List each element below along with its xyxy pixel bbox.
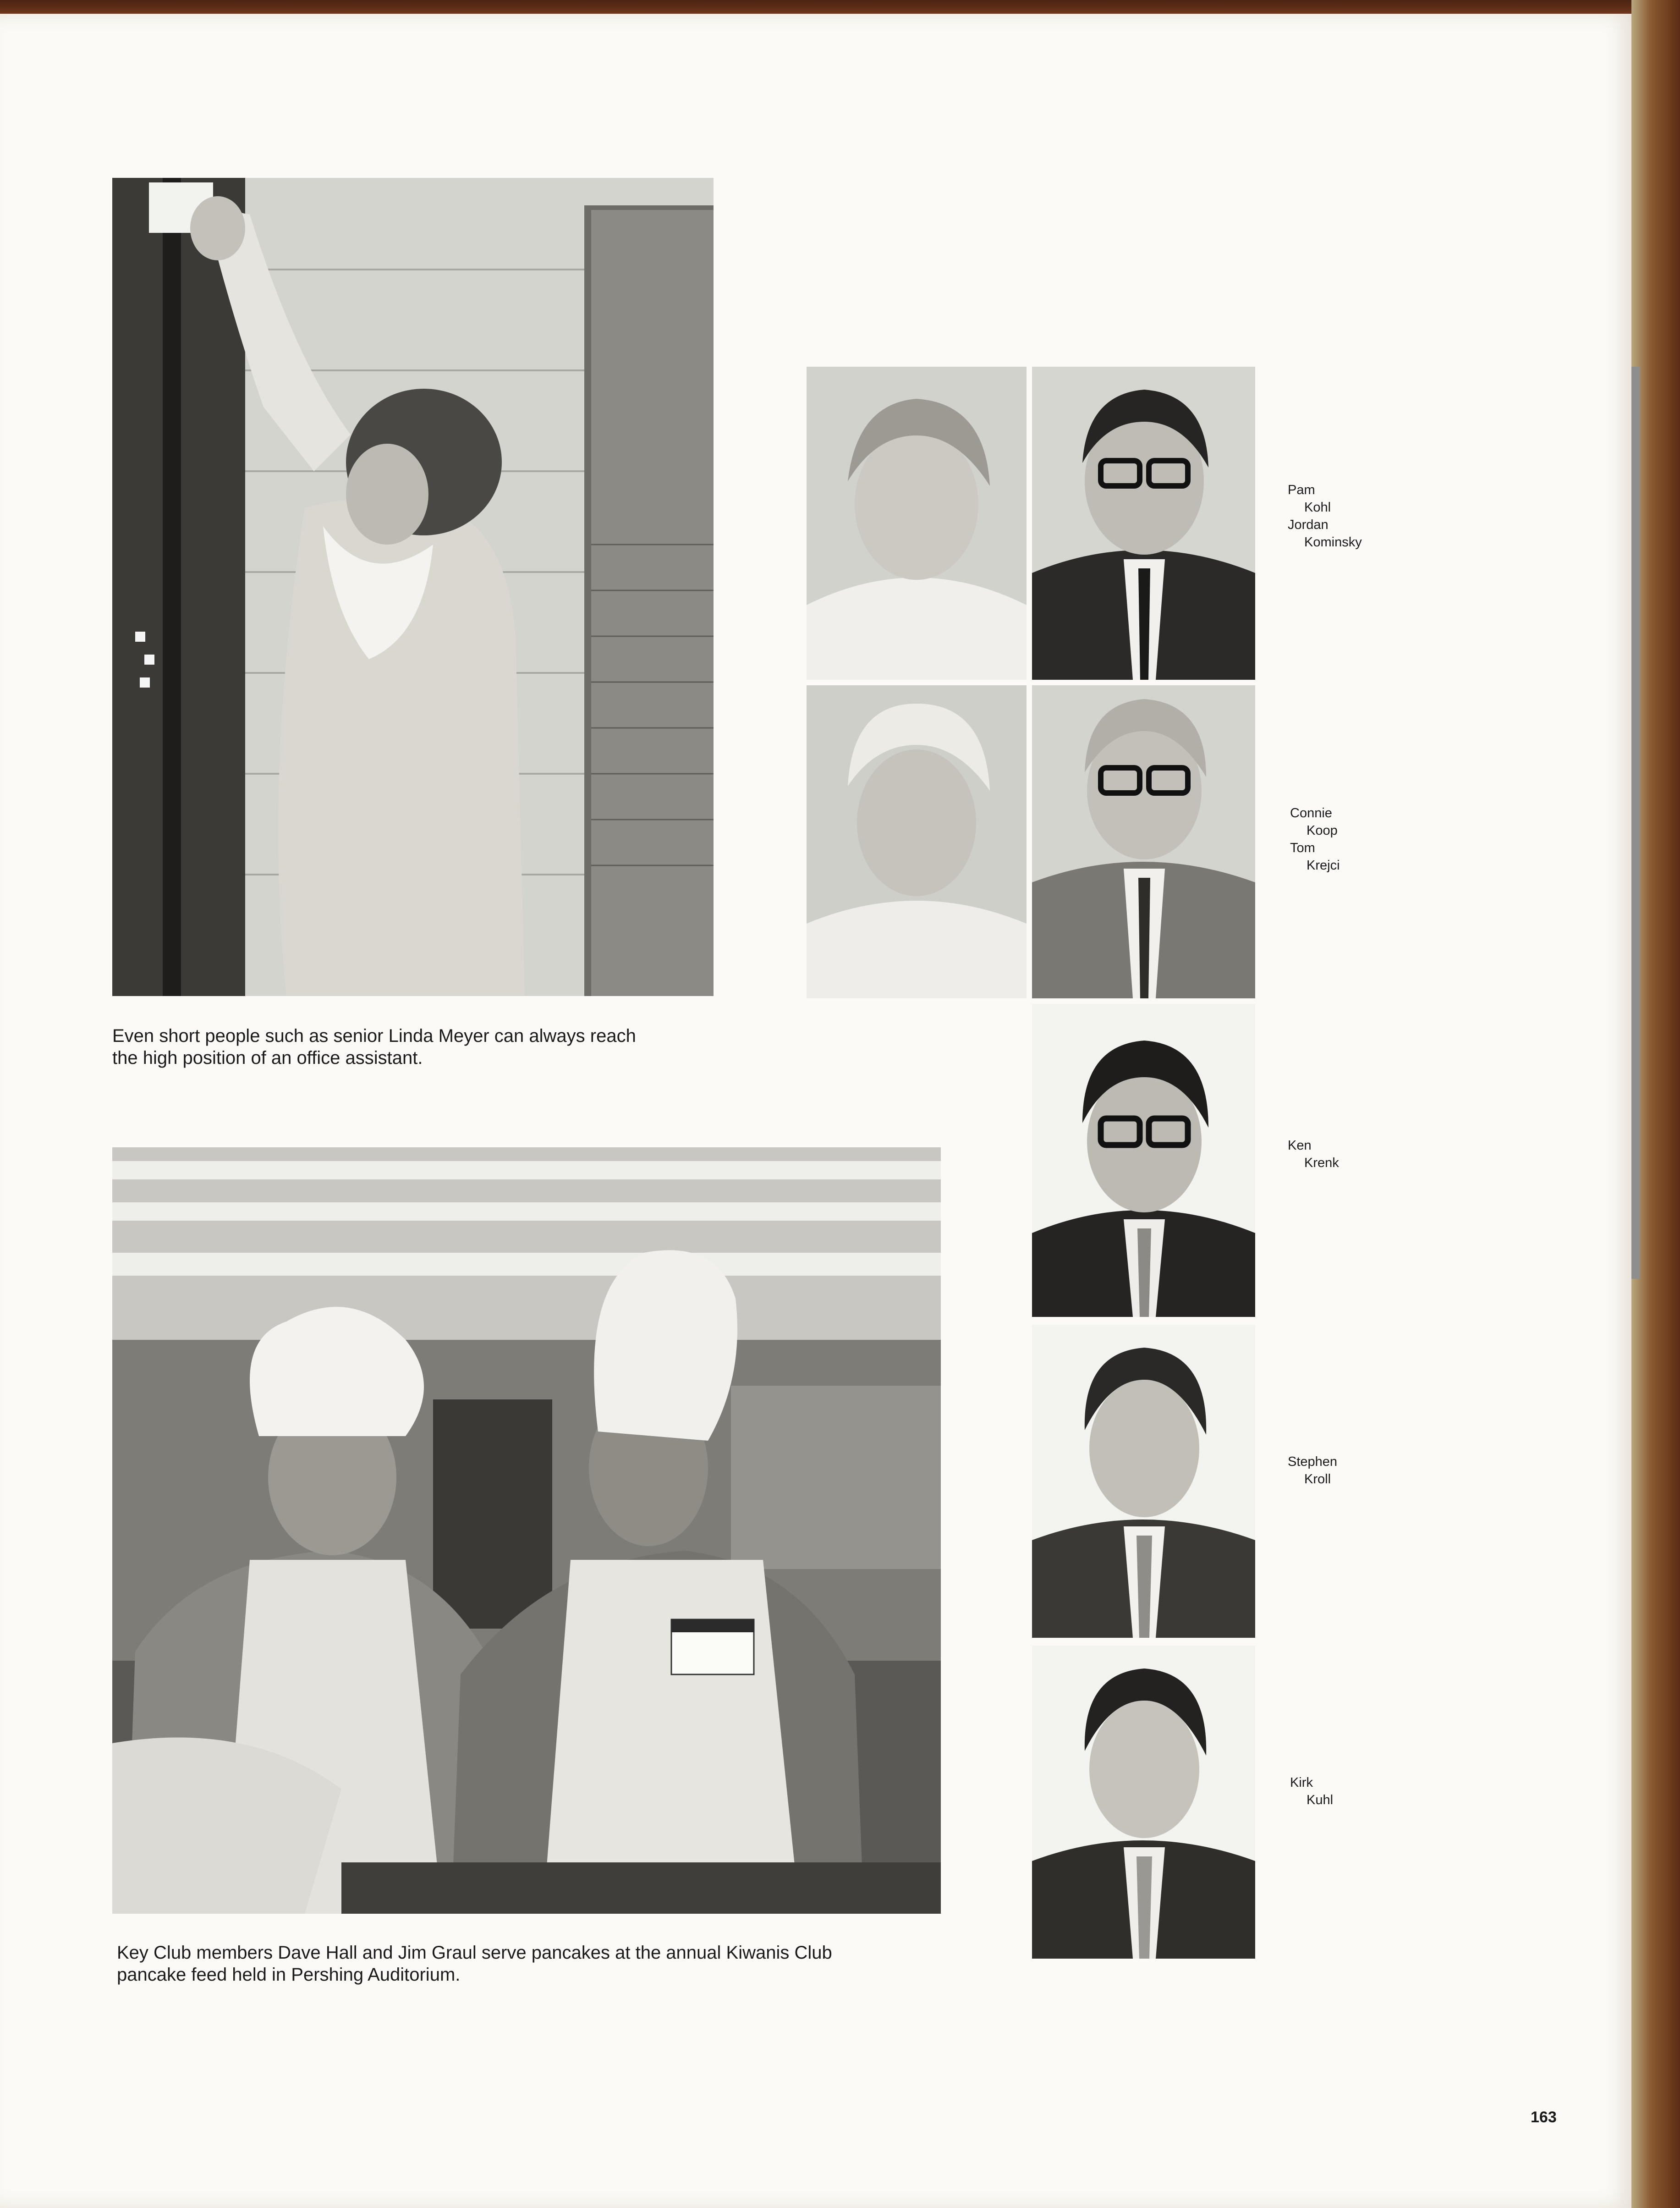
office-assistant-caption: Even short people such as senior Linda Meyer can always reach the high position of an office assistant.	[112, 1026, 636, 1068]
office-assistant-photo	[112, 178, 714, 996]
name-label-stephen	[1288, 1453, 1407, 1488]
page-number: 163	[1531, 2109, 1557, 2126]
first-name: Ken	[1288, 1138, 1312, 1153]
name-label-ken	[1288, 1137, 1407, 1172]
last-name: Koop	[1307, 823, 1338, 838]
name-label-connie-tom	[1290, 804, 1409, 874]
last-name: Kuhl	[1307, 1793, 1334, 1807]
portrait-ken-krenk	[1032, 1004, 1255, 1317]
portrait-tom-krejci	[1032, 685, 1255, 998]
first-name: Jordan	[1288, 518, 1329, 532]
first-name: Stephen	[1288, 1454, 1338, 1469]
last-name: Kohl	[1304, 500, 1331, 515]
portrait-pam-kohl	[807, 367, 1027, 680]
portrait-connie-koop	[807, 685, 1027, 998]
pancake-feed-caption: Key Club members Dave Hall and Jim Graul serve pancakes at the annual Kiwanis Club pancake feed held in Pershing Auditorium.	[117, 1943, 832, 1985]
first-name: Pam	[1288, 483, 1315, 497]
first-name: Kirk	[1290, 1775, 1313, 1790]
page-edge-tab	[1631, 367, 1640, 1279]
last-name: Kroll	[1304, 1472, 1331, 1487]
last-name: Krenk	[1304, 1156, 1339, 1170]
last-name: Kominsky	[1304, 535, 1362, 550]
name-label-kirk	[1290, 1774, 1409, 1809]
pancake-feed-photo	[112, 1147, 941, 1914]
last-name: Krejci	[1307, 858, 1340, 873]
portrait-stephen-kroll	[1032, 1325, 1255, 1638]
portrait-kirk-kuhl	[1032, 1646, 1255, 1959]
name-label-pam-jordan	[1288, 481, 1407, 551]
portrait-jordan-kominsky	[1032, 367, 1255, 680]
first-name: Connie	[1290, 806, 1332, 820]
first-name: Tom	[1290, 841, 1315, 855]
